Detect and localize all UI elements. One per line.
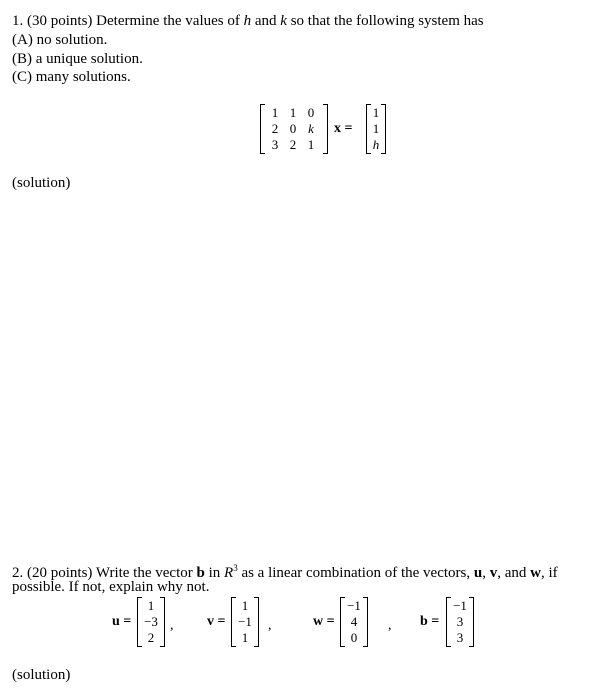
w-label: w = [313, 614, 335, 629]
vector-entry: 0 [350, 630, 358, 645]
vector-entry: h [372, 137, 380, 152]
problem2-statement-cont: possible. If not, explain why not. [12, 579, 210, 595]
matrix-cell: k [308, 121, 314, 136]
u-label: u = [112, 614, 132, 629]
matrix-cell: 1 [307, 137, 315, 152]
comma: , [170, 618, 174, 633]
solution-label-2: (solution) [12, 667, 71, 683]
matrix-cell: 2 [289, 137, 297, 152]
vector-entry: 1 [372, 105, 380, 120]
v-vector [231, 597, 259, 647]
matrix-cell: 0 [307, 105, 315, 120]
vector-entry: −1 [453, 598, 467, 613]
vector-entry: 1 [147, 598, 155, 613]
matrix-cell: 1 [289, 105, 297, 120]
vector-entry: 4 [350, 614, 358, 629]
vector-entry: 1 [241, 598, 249, 613]
matrix-cell: 0 [289, 121, 297, 136]
w-vector [340, 597, 368, 647]
vector-entry: 2 [147, 630, 155, 645]
matrix-cell: 3 [271, 137, 279, 152]
b-vector [446, 597, 474, 647]
vector-entry: 1 [241, 630, 249, 645]
rhs-vector [366, 104, 386, 154]
comma: , [268, 618, 272, 633]
u-vector [137, 597, 165, 647]
coefficient-matrix [260, 104, 328, 154]
vector-entry: −1 [347, 598, 361, 613]
option-a: (A) no solution. [12, 32, 108, 48]
vector-entry: 3 [456, 614, 464, 629]
solution-label-1: (solution) [12, 175, 71, 191]
v-label: v = [207, 614, 226, 629]
option-b: (B) a unique solution. [12, 51, 143, 67]
matrix-cell: 1 [271, 105, 279, 120]
b-label: b = [420, 614, 440, 629]
matrix-cell: 2 [271, 121, 279, 136]
option-c: (C) many solutions. [12, 69, 131, 85]
vector-entry: 3 [456, 630, 464, 645]
problem2-statement: 2. (20 points) Write the vector b in $R^3$ as a linear combination of the vectors, u, v, and w, if [12, 563, 558, 581]
vector-entry: −3 [144, 614, 158, 629]
vector-entry: −1 [238, 614, 252, 629]
problem1-statement: 1. (30 points) Determine the values of h and k so that the following system has [12, 13, 484, 29]
vector-entry: 1 [372, 121, 380, 136]
x-equals: x = [334, 121, 353, 136]
comma: , [388, 618, 392, 633]
